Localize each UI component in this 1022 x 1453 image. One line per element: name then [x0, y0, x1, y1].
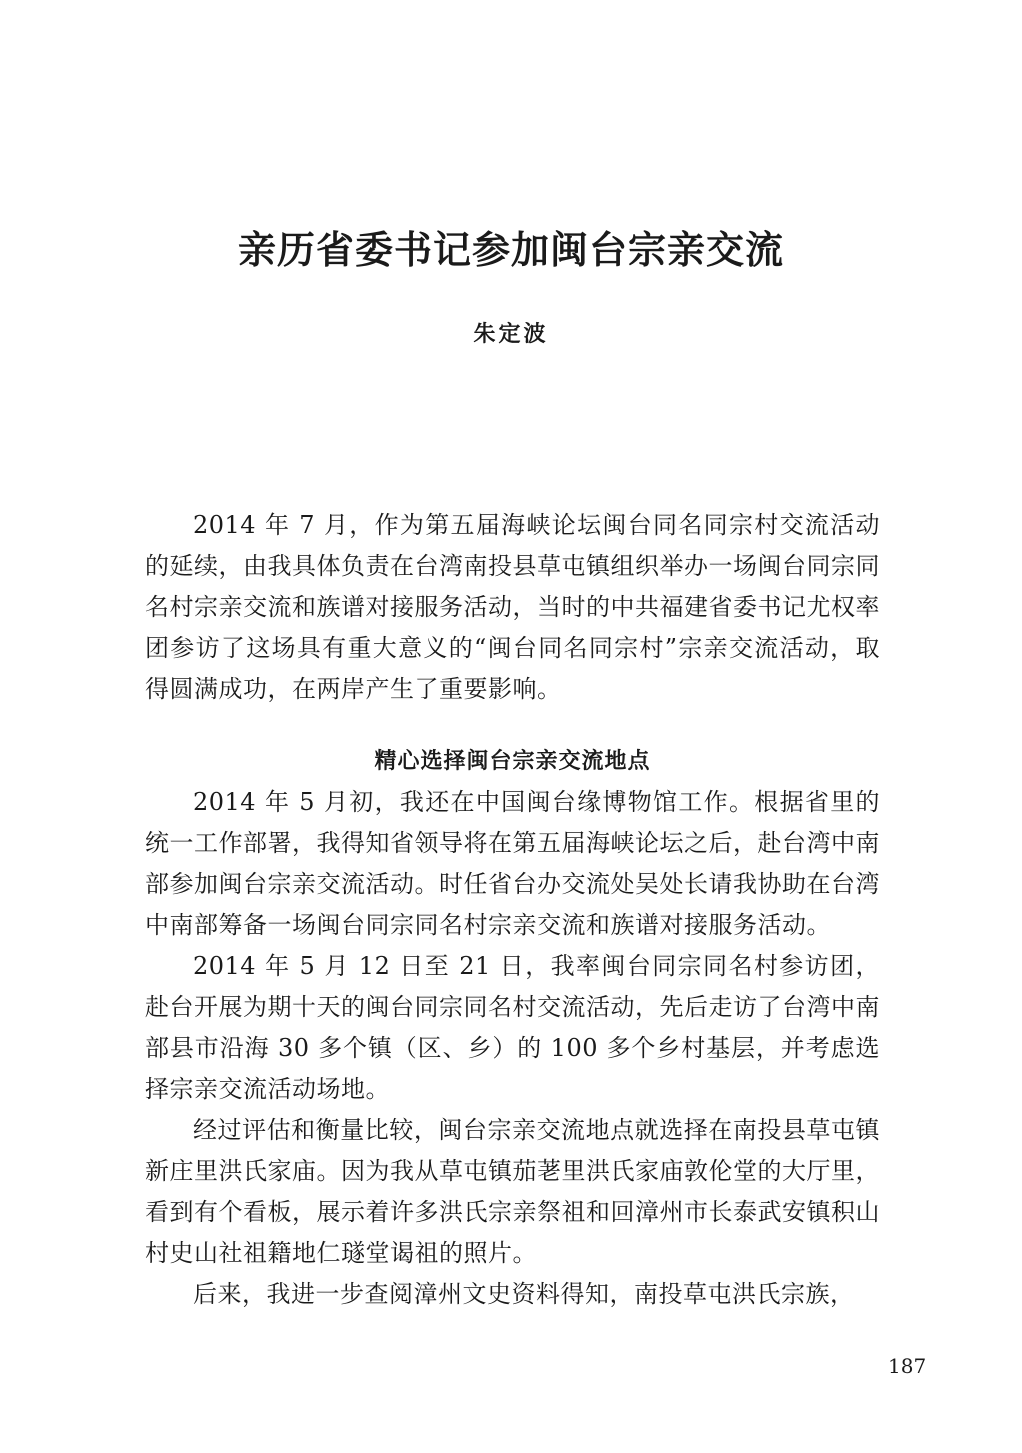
body-paragraph: 经过评估和衡量比较，闽台宗亲交流地点就选择在南投县草屯镇新庄里洪氏家庙。因为我从草屯镇茄荖里洪氏家庙敦伦堂的大厅里，看到有个看板，展示着许多洪氏宗亲祭祖和回漳州市长泰武安镇积山村史山社祖籍地仁璲堂谒祖的照片。: [145, 1116, 880, 1267]
body-paragraph: 2014 年 5 月 12 日至 21 日，我率闽台同宗同名村参访团，赴台开展为期十天的闽台同宗同名村交流活动，先后走访了台湾中南部县市沿海 30 多个镇（区、乡）的 100 多个乡村基层，并考虑选择宗亲交流活动场地。: [145, 952, 880, 1103]
section-spacer: [145, 710, 880, 742]
article-title: 亲历省委书记参加闽台宗亲交流: [237, 227, 784, 272]
article-body: [145, 505, 880, 1315]
article-author: 朱定波: [473, 321, 549, 347]
section-heading: 精心选择闽台宗亲交流地点: [374, 749, 651, 774]
body-paragraph: 后来，我进一步查阅漳州文史资料得知，南投草屯洪氏宗族，: [193, 1280, 855, 1308]
body-paragraph: 2014 年 5 月初，我还在中国闽台缘博物馆工作。根据省里的统一工作部署，我得知省领导将在第五届海峡论坛之后，赴台湾中南部参加闽台宗亲交流活动。时任省台办交流处吴处长请我协助在台湾中南部筹备一场闽台同宗同名村宗亲交流和族谱对接服务活动。: [145, 788, 880, 939]
page-number: 187: [888, 1354, 927, 1378]
intro-paragraph: 2014 年 7 月，作为第五届海峡论坛闽台同名同宗村交流活动的延续，由我具体负责在台湾南投县草屯镇组织举办一场闽台同宗同名村宗亲交流和族谱对接服务活动，当时的中共福建省委书记尤权率团参访了这场具有重大意义的“闽台同名同宗村”宗亲交流活动，取得圆满成功，在两岸产生了重要影响。: [145, 511, 880, 703]
